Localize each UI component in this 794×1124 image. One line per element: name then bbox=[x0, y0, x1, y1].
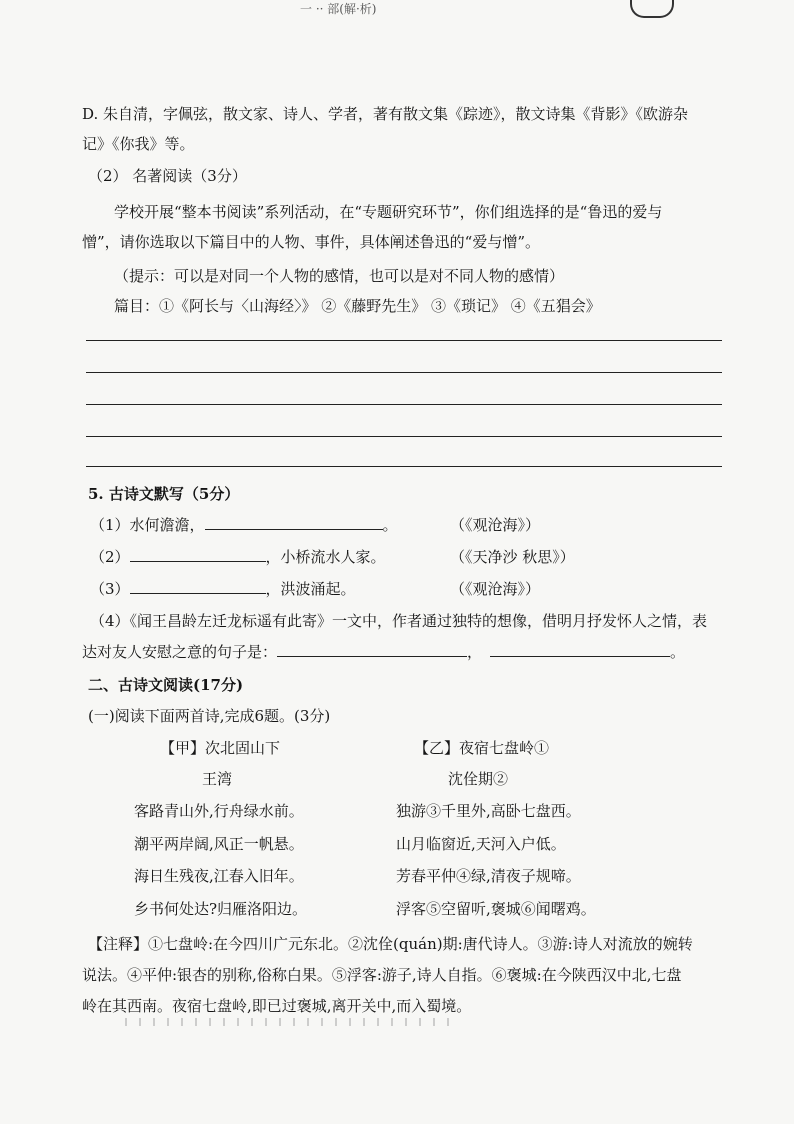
q5-item-3-end: ，洪波涌起。 bbox=[265, 580, 356, 598]
poem-a-title: 【甲】次北固山下 bbox=[160, 739, 281, 757]
reading-prompt-line2: 憎”，请你选取以下篇目中的人物、事件，具体阐述鲁迅的“爱与憎”。 bbox=[82, 233, 541, 251]
option-d-line2: 记》《你我》等。 bbox=[82, 135, 195, 153]
reading-subquestion-title: （2） 名著阅读（3分） bbox=[88, 167, 247, 185]
q5-item-4-comma: ， bbox=[467, 643, 483, 661]
reading-titles: 篇目：①《阿长与〈山海经〉》 ②《藤野先生》 ③《琐记》 ④《五猖会》 bbox=[114, 297, 601, 315]
notes-line-2: 说法。④平仲:银杏的别称,俗称白果。⑤浮客:游子,诗人自指。⑥褒城:在今陕西汉中北,七盘 bbox=[82, 966, 682, 984]
handwritten-mark bbox=[630, 0, 674, 18]
q5-item-3 bbox=[90, 579, 356, 599]
q5-item-1 bbox=[90, 515, 398, 535]
poem-a-line-4: 乡书何处达?归雁洛阳边。 bbox=[134, 900, 308, 918]
answer-line-4[interactable] bbox=[86, 436, 722, 437]
q5-item-3-blank[interactable] bbox=[130, 579, 266, 594]
q5-item-2-text: （2） bbox=[90, 548, 130, 566]
notes-line-3: 岭在其西南。夜宿七盘岭,即已过褒城,离开关中,而入蜀境。 bbox=[82, 997, 472, 1015]
poem-a-line-2: 潮平两岸阔,风正一帆悬。 bbox=[134, 835, 304, 853]
notes-line-1: 【注释】①七盘岭:在今四川广元东北。②沈佺(quán)期:唐代诗人。③游:诗人对流放的婉转 bbox=[88, 935, 693, 953]
q5-item-1-blank[interactable] bbox=[205, 515, 383, 530]
q5-item-2-end: ，小桥流水人家。 bbox=[265, 548, 386, 566]
q5-item-4-prompt: 达对友人安慰之意的句子是： bbox=[82, 643, 278, 661]
answer-line-2[interactable] bbox=[86, 372, 722, 373]
q5-item-1-text: （1）水何澹澹， bbox=[90, 516, 205, 534]
answer-line-1[interactable] bbox=[86, 340, 722, 341]
q5-title: 5. 古诗文默写（5分） bbox=[88, 485, 240, 503]
q5-item-4-line1: （4）《闻王昌龄左迁龙标遥有此寄》一文中，作者通过独特的想像，借明月抒发怀人之情，表 bbox=[90, 612, 708, 630]
q5-item-1-source: （《观沧海》） bbox=[450, 516, 541, 534]
poem-b-title: 【乙】夜宿七盘岭① bbox=[414, 739, 550, 757]
section-2-title: 二、古诗文阅读(17分) bbox=[88, 676, 244, 694]
q5-item-3-text: （3） bbox=[90, 580, 130, 598]
q5-item-4-line2 bbox=[82, 642, 685, 662]
q5-item-4-blank-2[interactable] bbox=[490, 642, 670, 657]
poem-a-author: 王湾 bbox=[202, 770, 233, 788]
poem-a-line-1: 客路青山外,行舟绿水前。 bbox=[134, 802, 304, 820]
q5-item-4-blank-1[interactable] bbox=[277, 642, 467, 657]
page-header-mark: 一 ·· 部(解·析) bbox=[300, 2, 377, 16]
option-d-line1: D. 朱自清，字佩弦，散文家、诗人、学者，著有散文集《踪迹》，散文诗集《背影》《欧游杂 bbox=[82, 105, 689, 123]
poem-b-line-2: 山月临窗近,天河入户低。 bbox=[396, 835, 566, 853]
q5-item-2 bbox=[90, 547, 386, 567]
reading-hint: （提示：可以是对同一个人物的感情，也可以是对不同人物的感情） bbox=[114, 267, 565, 285]
poem-b-line-4: 浮客⑤空留听,褒城⑥闻曙鸡。 bbox=[396, 900, 596, 918]
q5-item-2-blank[interactable] bbox=[130, 547, 266, 562]
answer-line-5[interactable] bbox=[86, 466, 722, 467]
answer-line-3[interactable] bbox=[86, 404, 722, 405]
poem-a-line-3: 海日生残夜,江春入旧年。 bbox=[134, 867, 304, 885]
poem-b-author: 沈佺期② bbox=[448, 770, 509, 788]
poem-b-line-1: 独游③千里外,高卧七盘西。 bbox=[396, 802, 581, 820]
q5-item-2-source: （《天净沙 秋思》） bbox=[450, 548, 575, 566]
scan-noise bbox=[125, 1018, 455, 1026]
section-2-part-1: (一)阅读下面两首诗,完成6题。(3分) bbox=[88, 707, 331, 725]
q5-item-1-end: 。 bbox=[382, 516, 398, 534]
poem-b-line-3: 芳春平仲④绿,清夜子规啼。 bbox=[396, 867, 581, 885]
q5-item-4-end: 。 bbox=[670, 643, 686, 661]
q5-item-3-source: （《观沧海》） bbox=[450, 580, 541, 598]
reading-prompt-line1: 学校开展“整本书阅读”系列活动，在“专题研究环节”，你们组选择的是“鲁迅的爱与 bbox=[114, 203, 663, 221]
